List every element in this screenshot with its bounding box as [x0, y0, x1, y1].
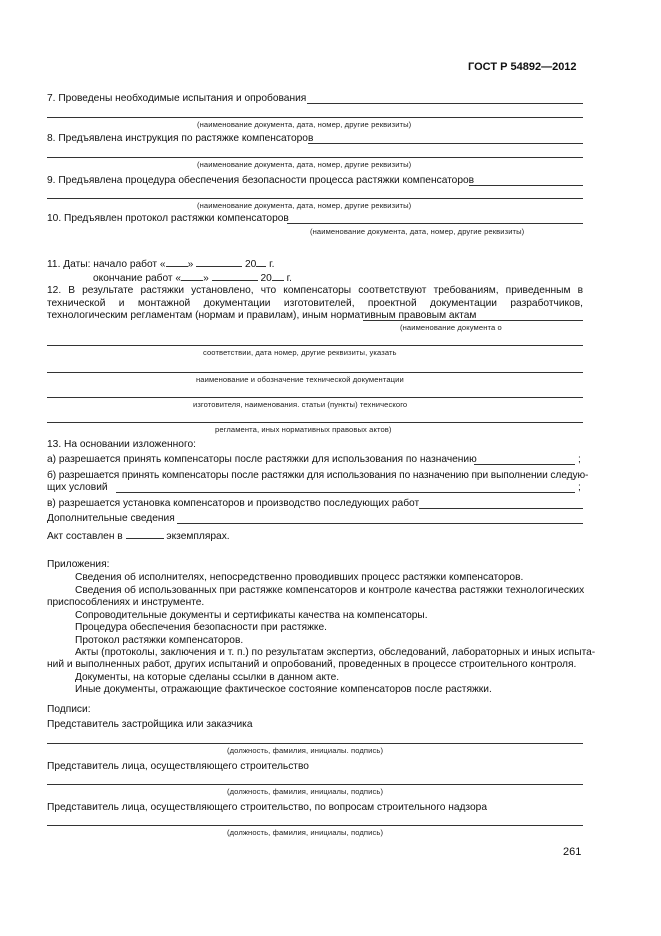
item-12-caption-4: изготовителя, наименования. статьи (пункты) технического: [193, 400, 408, 409]
rep-customer-sign-line: [47, 743, 583, 744]
standard-header: ГОСТ Р 54892—2012: [468, 61, 577, 73]
item-11-start-label: 11. Даты: начало работ «: [47, 259, 166, 270]
item-9-text: 9. Предъявлена процедура обеспечения безопасности процесса растяжки компенсаторов: [47, 175, 475, 186]
item-7-fill-line: [307, 103, 583, 104]
item-13-extra: Дополнительные сведения: [47, 513, 175, 524]
item-8-text: 8. Предъявлена инструкция по растяжке компенсаторов: [47, 133, 314, 144]
item-12-caption-3: наименование и обозначение технической документации: [196, 375, 404, 384]
item-8-fill-line-2: [47, 157, 583, 158]
item-11-end-label: окончание работ «: [93, 273, 182, 284]
item-9-fill-line-2: [47, 198, 583, 199]
item-10-fill-line: [287, 223, 583, 224]
item-12-fill-line-5: [47, 422, 583, 423]
item-13-c-fill: [419, 508, 583, 509]
year-prefix: 20: [244, 259, 257, 270]
item-12-caption-5: регламента, иных нормативных правовых актов): [215, 425, 392, 434]
appendix-item-5: Протокол растяжки компенсаторов.: [75, 635, 244, 646]
item-13-a: а) разрешается принять компенсаторы после растяжки для использования по назначению: [47, 454, 477, 465]
item-13-b-line1: б) разрешается принять компенсаторы после растяжки для использования по назначению при выполнении следую-: [47, 470, 589, 481]
appendix-item-2: Сведения об использованных при растяжке компенсаторов и контроле качества растяжки технологических: [75, 585, 585, 596]
quote-close-2: »: [203, 273, 209, 284]
item-12-fill-line: [363, 320, 583, 321]
rep-customer-label: Представитель застройщика или заказчика: [47, 719, 253, 730]
appendix-title: Приложения:: [47, 559, 110, 570]
item-13-b-semicolon: ;: [578, 482, 581, 493]
item-7-fill-line-2: [47, 117, 583, 118]
rep-supervision-sign-line: [47, 825, 583, 826]
year-prefix-2: 20: [260, 273, 272, 284]
quote-close: »: [187, 259, 194, 270]
rep-customer-caption: (должность, фамилия, инициалы. подпись): [227, 746, 384, 755]
year-suffix: г.: [269, 259, 275, 270]
item-9-fill-line: [469, 185, 583, 186]
appendix-item-3: Сопроводительные документы и сертификаты качества на компенсаторы.: [75, 610, 428, 621]
item-13-a-semicolon: ;: [578, 454, 581, 465]
appendix-item-1: Сведения об исполнителях, непосредственно проводивших процесс растяжки компенсаторов.: [75, 572, 524, 583]
item-7-caption: (наименование документа, дата, номер, другие реквизиты): [197, 120, 412, 129]
item-12-fill-line-3: [47, 372, 583, 373]
item-9-caption: (наименование документа, дата, номер, другие реквизиты): [197, 201, 412, 210]
rep-supervision-caption: (должность, фамилия, инициалы, подпись): [227, 828, 384, 837]
copies-field[interactable]: [126, 529, 164, 539]
item-10-caption: (наименование документа, дата, номер, другие реквизиты): [310, 227, 525, 236]
item-13-c: в) разрешается установка компенсаторов и производство последующих работ: [47, 498, 420, 509]
item-10-text: 10. Предъявлен протокол растяжки компенсаторов: [47, 213, 289, 224]
end-year-field[interactable]: [272, 271, 284, 281]
appendix-item-8: Иные документы, отражающие фактическое состояние компенсаторов после растяжки.: [75, 684, 492, 695]
copies-suffix: экземплярах.: [166, 531, 230, 542]
appendix-item-6-cont: ний и выполненных работ, других испытаний и опробований, проведенных в процессе строительного контроля.: [47, 659, 577, 670]
rep-builder-caption: (должность, фамилия, инициалы, подпись): [227, 787, 384, 796]
start-year-field[interactable]: [256, 257, 266, 267]
appendix-item-6: Акты (протоколы, заключения и т. п.) по результатам экспертиз, обследований, лабораторных и иных испыта-: [75, 647, 596, 658]
rep-builder-label: Представитель лица, осуществляющего строительство: [47, 761, 309, 772]
page-number: 261: [563, 846, 582, 858]
item-7-text: 7. Проведены необходимые испытания и опробования: [47, 93, 307, 104]
appendix-item-2-cont: приспособлениях и инструменте.: [47, 597, 205, 608]
end-day-field[interactable]: [181, 271, 203, 281]
signatures-title: Подписи:: [47, 704, 91, 715]
item-12-fill-line-2: [47, 345, 583, 346]
item-12-fill-line-4: [47, 397, 583, 398]
rep-builder-sign-line: [47, 784, 583, 785]
item-12-caption-2: соответствии, дата номер, другие реквизиты, указать: [203, 348, 397, 357]
item-13-b-line2: щих условий: [47, 482, 108, 493]
item-13-a-fill: [474, 464, 575, 465]
rep-supervision-label: Представитель лица, осуществляющего строительство, по вопросам строительного надзора: [47, 802, 487, 813]
item-8-caption: (наименование документа, дата, номер, другие реквизиты): [197, 160, 412, 169]
item-11-start: [47, 257, 274, 270]
item-13-title: 13. На основании изложенного:: [47, 439, 196, 450]
year-suffix-2: г.: [286, 273, 292, 284]
item-13-copies: [47, 529, 230, 542]
item-8-fill-line: [308, 143, 583, 144]
appendix-item-4: Процедура обеспечения безопасности при растяжке.: [75, 622, 327, 633]
copies-prefix: Акт составлен в: [47, 531, 123, 542]
appendix-item-7: Документы, на которые сделаны ссылки в данном акте.: [75, 672, 340, 683]
item-11-end: [93, 271, 292, 284]
item-13-b-fill: [116, 492, 575, 493]
start-day-field[interactable]: [166, 257, 188, 267]
item-12-text: 12. В результате растяжки установлено, что компенсаторы соответствуют требованиям, приведенным в технической и монтажной документации изготовителей, проектной документации разработчиков, технологическим регламентам (нормам и правилам), иным нормативным правовым актам: [47, 285, 583, 322]
item-12-caption-1: (наименование документа о: [400, 323, 502, 332]
item-13-extra-fill: [177, 523, 583, 524]
start-month-field[interactable]: [196, 257, 242, 267]
end-month-field[interactable]: [212, 271, 258, 281]
